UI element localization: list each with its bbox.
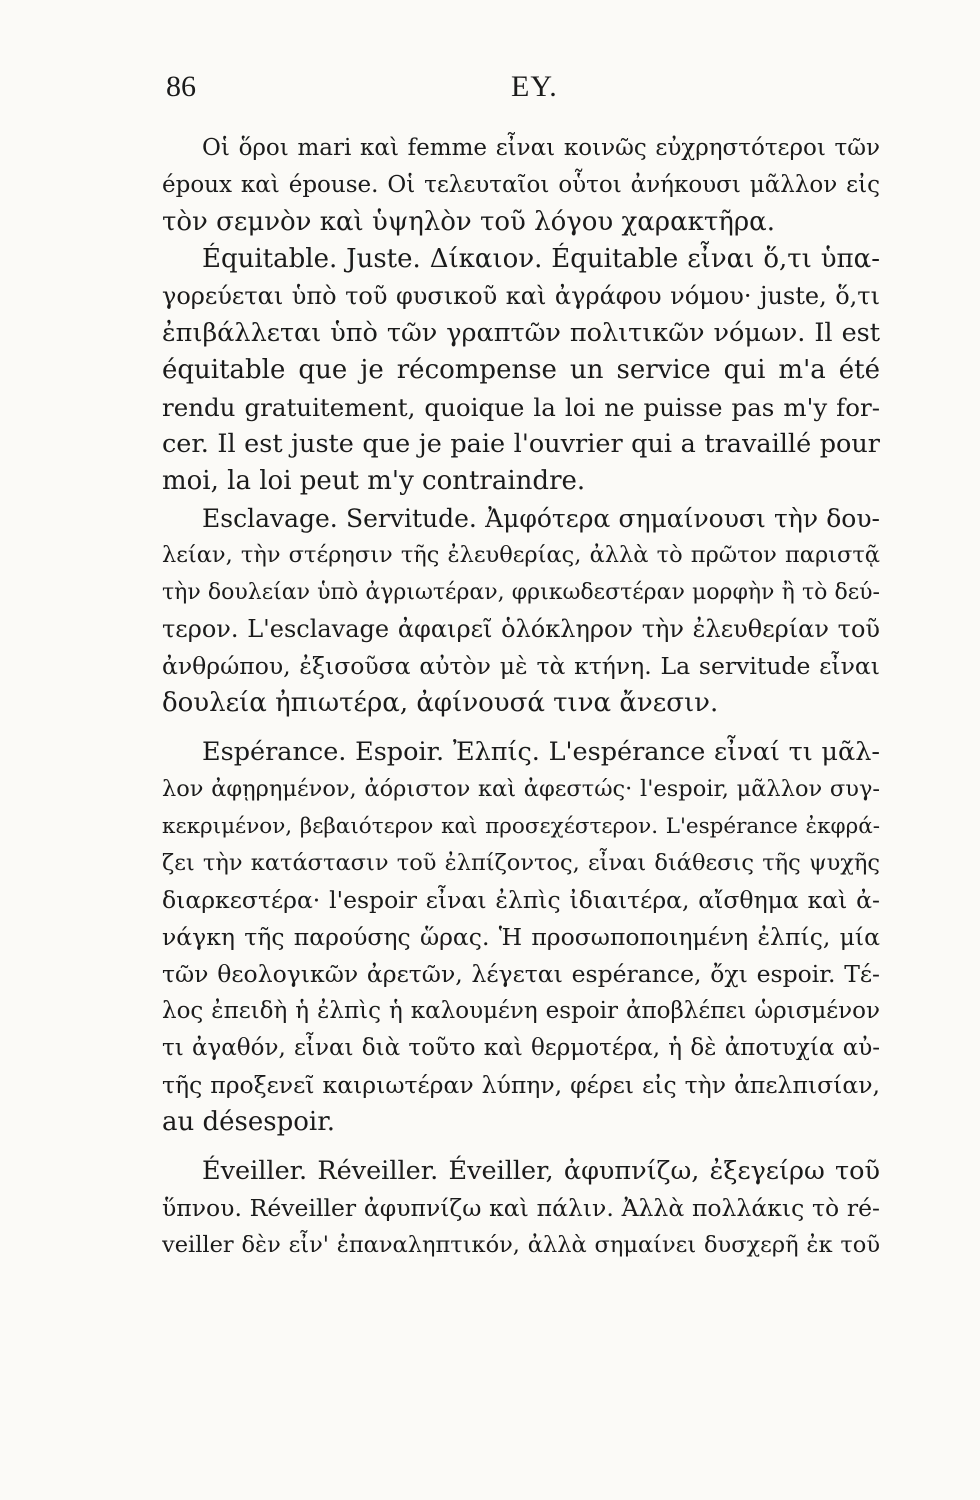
text-line: τὴν δουλείαν ὑπὸ ἀγριωτέραν, φρικωδεστέραν μορφὴν ἢ τὸ δεύ- [162,580,880,605]
text-line: κεκριμένον, βεβαιότερον καὶ προσεχέστερον. L'espérance ἐκφρά- [162,814,880,839]
text-line: γορεύεται ὑπὸ τοῦ φυσικοῦ καὶ ἀγράφου νόμου· juste, ὅ,τι [162,282,880,310]
text-line: époux καὶ épouse. Οἱ τελευταῖοι οὗτοι ἀνήκουσι μᾶλλον εἰς [162,172,880,198]
text-line: τὸν σεμνὸν καὶ ὑψηλὸν τοῦ λόγου χαρακτῆρα. [162,207,775,237]
text-line: ἀνθρώπου, ἐξισοῦσα αὐτὸν μὲ τὰ κτήνη. La servitude εἶναι [162,652,880,680]
page-body [162,130,880,1264]
text-line: διαρκεστέρα· l'espoir εἶναι ἐλπὶς ἰδιαιτέρα, αἴσθημα καὶ ἀ- [162,886,880,914]
page-header [166,70,862,110]
text-line: νάγκη τῆς παρούσης ὥρας. Ἡ προσωποποιημένη ἐλπίς, μία [162,923,880,951]
text-line: veiller δὲν εἶν' ἐπαναληπτικόν, ἀλλὰ σημαίνει δυσχερῆ ἐκ τοῦ [162,1232,880,1258]
text-line: λείαν, τὴν στέρησιν τῆς ἐλευθερίας, ἀλλὰ τὸ πρῶτον παριστᾷ [162,542,880,568]
text-line: cer. Il est juste que je paie l'ouvrier qui a travaillé pour [162,429,880,459]
text-line: τερον. L'esclavage ἀφαιρεῖ ὁλόκληρον τὴν ἐλευθερίαν τοῦ [162,615,880,643]
page-number: 86 [166,70,196,103]
entry-heading-line: Équitable. Juste. Δίκαιον. Équitable εἶναι ὅ,τι ὑπα- [202,244,880,274]
text-line: τῆς προξενεῖ καιριωτέραν λύπην, φέρει εἰς τὴν ἀπελπισίαν, [162,1071,880,1099]
text-line: au désespoir. [162,1107,336,1137]
text-line: équitable que je récompense un service qui m'a été [162,355,880,385]
text-line: τῶν θεολογικῶν ἀρετῶν, λέγεται espérance, ὄχι espoir. Τέ- [162,960,880,988]
entry-heading-line: Esclavage. Servitude. Ἀμφότερα σημαίνουσι τὴν δου- [202,504,880,533]
text-line: ὕπνου. Réveiller ἀφυπνίζω καὶ πάλιν. Ἀλλὰ πολλάκις τὸ ré- [162,1194,880,1222]
text-line: λος ἐπειδὴ ἡ ἐλπὶς ἡ καλουμένη espoir ἀποβλέπει ὡρισμένον [162,998,880,1024]
text-line: λον ἀφῃρημένον, ἀόριστον καὶ ἀφεστώς· l'espoir, μᾶλλον συγ- [162,776,880,802]
running-head: ΕΥ. [511,70,558,103]
paragraph-gap [162,1141,880,1153]
paragraph-gap [162,722,880,734]
text-line: ἐπιβάλλεται ὑπὸ τῶν γραπτῶν πολιτικῶν νόμων. Il est [162,318,880,348]
text-line: ζει τὴν κατάστασιν τοῦ ἐλπίζοντος, εἶναι διάθεσις τῆς ψυχῆς [162,850,880,876]
entry-heading-line: Éveiller. Réveiller. Éveiller, ἀφυπνίζω, ἐξεγείρω τοῦ [202,1156,880,1186]
entry-heading-line: Espérance. Espoir. Ἐλπίς. L'espérance εἶναί τι μᾶλ- [202,737,880,767]
text-line: Οἱ ὅροι mari καὶ femme εἶναι κοινῶς εὐχρηστότεροι τῶν [202,135,880,161]
text-line: δουλεία ἠπιωτέρα, ἀφίνουσά τινα ἄνεσιν. [162,688,719,718]
text-line: moi, la loi peut m'y contraindre. [162,466,586,496]
text-line: τι ἀγαθόν, εἶναι διὰ τοῦτο καὶ θερμοτέρα, ἡ δὲ ἀποτυχία αὐ- [162,1035,880,1061]
text-line: rendu gratuitement, quoique la loi ne puisse pas m'y for- [162,393,880,422]
